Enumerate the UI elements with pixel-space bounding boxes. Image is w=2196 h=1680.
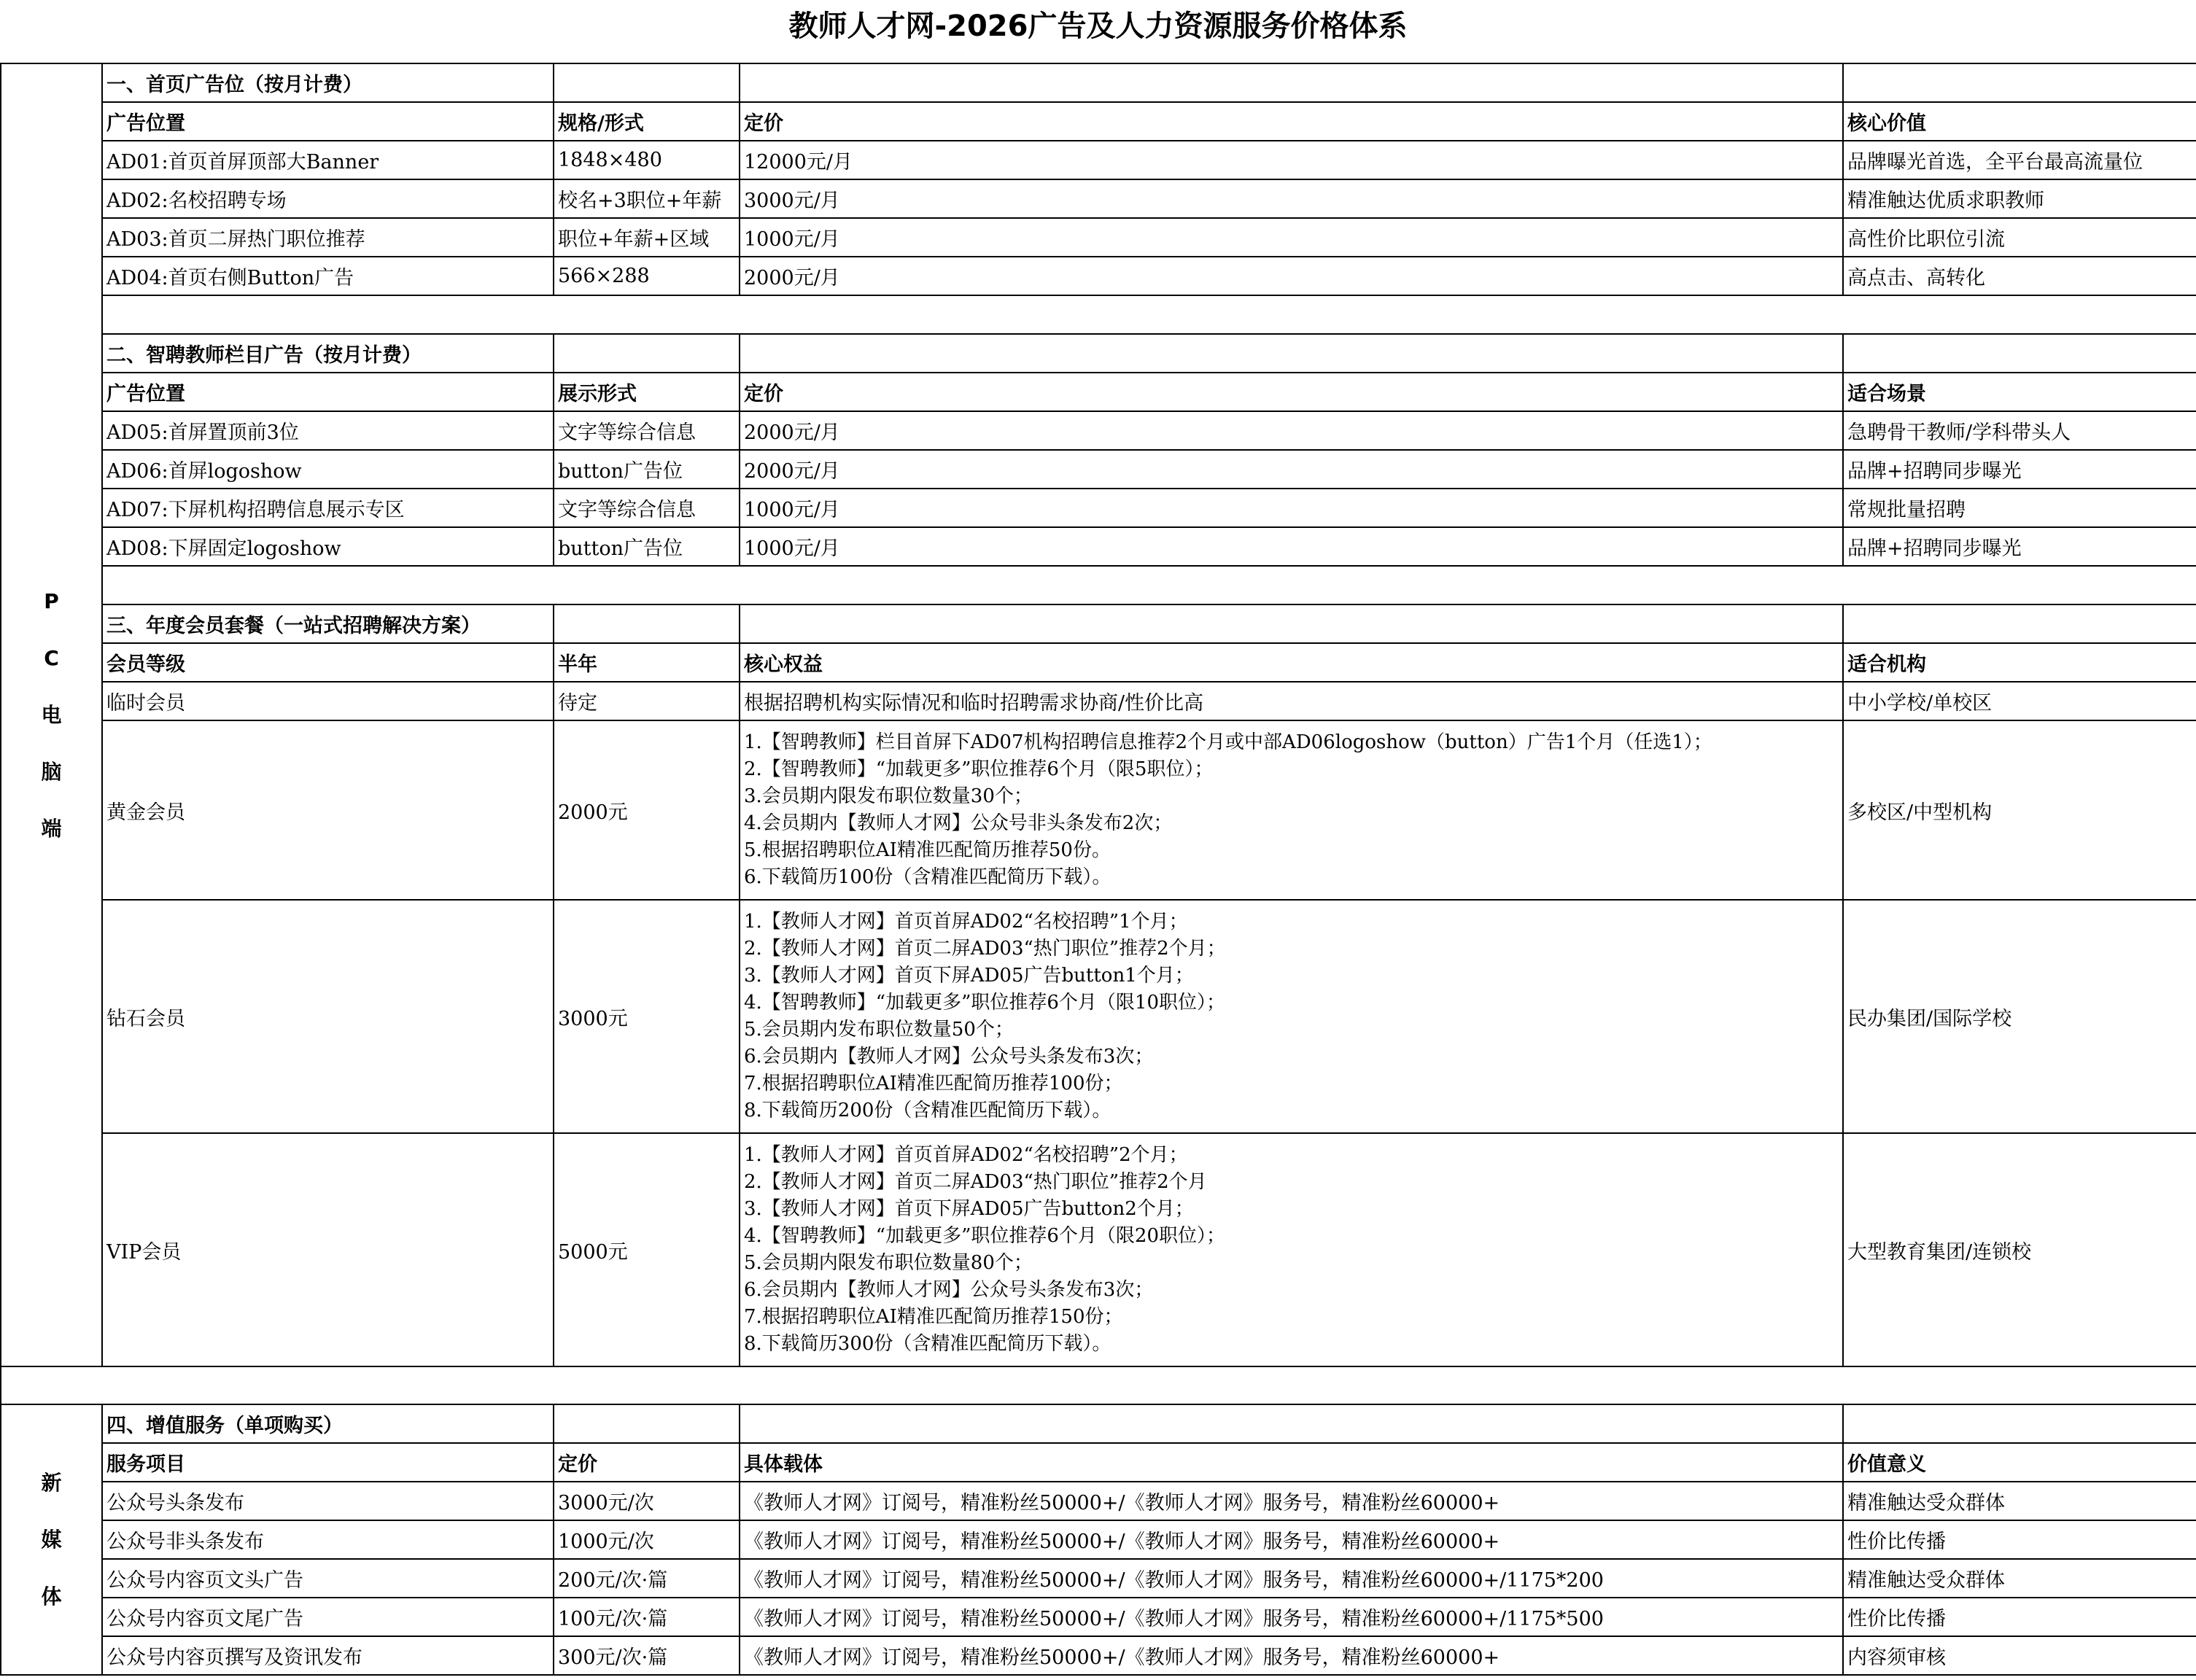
table-cell xyxy=(1843,334,2196,373)
table-row xyxy=(1,1598,2196,1636)
table-cell xyxy=(554,63,740,102)
header-row xyxy=(1,1443,2196,1482)
table-cell: 1000元/月 xyxy=(740,527,1843,566)
side-label-char: 媒 xyxy=(41,1527,62,1552)
table-cell: AD03:首页二屏热门职位推荐 xyxy=(102,218,554,257)
table-cell xyxy=(740,604,1843,643)
table-cell: 公众号非头条发布 xyxy=(102,1520,554,1559)
table-cell: 566×288 xyxy=(554,257,740,295)
table-cell: 性价比传播 xyxy=(1843,1520,2196,1559)
table-cell: 急聘骨干教师/学科带头人 xyxy=(1843,411,2196,450)
table-cell xyxy=(740,63,1843,102)
table-cell: 2000元 xyxy=(554,720,740,900)
table-cell: 性价比传播 xyxy=(1843,1598,2196,1636)
benefit-item: 1.【教师人才网】首页首屏AD02“名校招聘”2个月； xyxy=(744,1144,1188,1166)
table-row xyxy=(1,411,2196,450)
section-title: 三、年度会员套餐（一站式招聘解决方案） xyxy=(102,604,554,643)
table-cell: button广告位 xyxy=(554,450,740,489)
table-cell: AD05:首屏置顶前3位 xyxy=(102,411,554,450)
table-cell: 待定 xyxy=(554,682,740,720)
table-cell: 校名+3职位+年薪 xyxy=(554,179,740,218)
column-header: 具体载体 xyxy=(740,1443,1843,1482)
table-cell: AD02:名校招聘专场 xyxy=(102,179,554,218)
separator-row xyxy=(1,1366,2196,1404)
table-cell: 1000元/月 xyxy=(740,218,1843,257)
table-cell: 品牌曝光首选，全平台最高流量位 xyxy=(1843,141,2196,179)
benefit-item: 6.下载简历100份（含精准匹配简历下载）。 xyxy=(744,866,1111,888)
benefits-cell xyxy=(740,720,1843,900)
section-title-row xyxy=(1,1404,2196,1443)
table-cell: 钻石会员 xyxy=(102,900,554,1133)
column-header: 广告位置 xyxy=(102,102,554,141)
column-header: 定价 xyxy=(740,102,1843,141)
table-cell: 《教师人才网》订阅号，精准粉丝50000+/《教师人才网》服务号，精准粉丝60000+ xyxy=(740,1636,1843,1675)
table-cell: 民办集团/国际学校 xyxy=(1843,900,2196,1133)
table-cell: 2000元/月 xyxy=(740,411,1843,450)
table-cell: 公众号内容页文尾广告 xyxy=(102,1598,554,1636)
table-cell xyxy=(1843,1404,2196,1443)
side-label-media xyxy=(1,1404,102,1675)
benefit-item: 5.根据招聘职位AI精准匹配简历推荐50份。 xyxy=(744,839,1111,861)
benefit-item: 8.下载简历200份（含精准匹配简历下载）。 xyxy=(744,1100,1111,1121)
section-title: 二、智聘教师栏目广告（按月计费） xyxy=(102,334,554,373)
table-cell: 黄金会员 xyxy=(102,720,554,900)
table-cell: 文字等综合信息 xyxy=(554,489,740,527)
table-cell xyxy=(554,334,740,373)
table-cell: 2000元/月 xyxy=(740,450,1843,489)
side-label-char: 脑 xyxy=(41,759,62,784)
table-cell: 中小学校/单校区 xyxy=(1843,682,2196,720)
table-cell: 1000元/月 xyxy=(740,489,1843,527)
table-cell: 2000元/月 xyxy=(740,257,1843,295)
side-label-pc xyxy=(1,63,102,1366)
column-header: 定价 xyxy=(554,1443,740,1482)
side-label-char: 体 xyxy=(41,1584,62,1609)
table-cell: AD06:首屏logoshow xyxy=(102,450,554,489)
table-cell: 100元/次·篇 xyxy=(554,1598,740,1636)
table-cell: 大型教育集团/连锁校 xyxy=(1843,1133,2196,1366)
table-cell: button广告位 xyxy=(554,527,740,566)
column-header: 服务项目 xyxy=(102,1443,554,1482)
table-cell xyxy=(102,295,2196,334)
table-cell: 文字等综合信息 xyxy=(554,411,740,450)
section-title-row xyxy=(1,604,2196,643)
table-cell: 品牌+招聘同步曝光 xyxy=(1843,450,2196,489)
table-cell: 《教师人才网》订阅号，精准粉丝50000+/《教师人才网》服务号，精准粉丝60000+ xyxy=(740,1482,1843,1520)
table-cell: 职位+年薪+区域 xyxy=(554,218,740,257)
table-cell: 《教师人才网》订阅号，精准粉丝50000+/《教师人才网》服务号，精准粉丝60000+/1175*200 xyxy=(740,1559,1843,1598)
benefit-item: 7.根据招聘职位AI精准匹配简历推荐100份； xyxy=(744,1073,1123,1094)
side-label-char: 新 xyxy=(41,1470,62,1495)
column-header: 适合场景 xyxy=(1843,373,2196,411)
table-cell: 高点击、高转化 xyxy=(1843,257,2196,295)
header-row xyxy=(1,102,2196,141)
table-cell: 精准触达优质求职教师 xyxy=(1843,179,2196,218)
table-cell: 300元/次·篇 xyxy=(554,1636,740,1675)
column-header: 展示形式 xyxy=(554,373,740,411)
table-row xyxy=(1,218,2196,257)
table-cell: 精准触达受众群体 xyxy=(1843,1559,2196,1598)
section-title-row xyxy=(1,63,2196,102)
table-cell xyxy=(1843,63,2196,102)
table-cell: 3000元 xyxy=(554,900,740,1133)
benefit-item: 2.【教师人才网】首页二屏AD03“热门职位”推荐2个月 xyxy=(744,1171,1207,1193)
table-cell xyxy=(554,604,740,643)
table-cell xyxy=(1,1366,2196,1404)
side-label-char: P xyxy=(44,588,59,613)
member-row xyxy=(1,682,2196,720)
table-cell xyxy=(740,334,1843,373)
column-header: 核心权益 xyxy=(740,643,1843,682)
benefit-item: 5.会员期内限发布职位数量80个； xyxy=(744,1252,1033,1274)
table-cell: 根据招聘机构实际情况和临时招聘需求协商/性价比高 xyxy=(740,682,1843,720)
table-cell: 公众号内容页撰写及资讯发布 xyxy=(102,1636,554,1675)
table-cell: 12000元/月 xyxy=(740,141,1843,179)
table-cell: AD04:首页右侧Button广告 xyxy=(102,257,554,295)
column-header: 规格/形式 xyxy=(554,102,740,141)
table-cell: 1848×480 xyxy=(554,141,740,179)
section-title-row xyxy=(1,334,2196,373)
column-header: 价值意义 xyxy=(1843,1443,2196,1482)
benefit-item: 4.会员期内【教师人才网】公众号非头条发布2次； xyxy=(744,812,1173,834)
column-header: 会员等级 xyxy=(102,643,554,682)
member-row xyxy=(1,900,2196,1133)
table-row xyxy=(1,1559,2196,1598)
table-row xyxy=(1,1482,2196,1520)
benefit-item: 7.根据招聘职位AI精准匹配简历推荐150份； xyxy=(744,1306,1123,1328)
side-label-char: C xyxy=(44,645,59,670)
benefit-item: 3.会员期内限发布职位数量30个； xyxy=(744,785,1033,807)
table-cell xyxy=(1843,604,2196,643)
benefit-item: 5.会员期内发布职位数量50个； xyxy=(744,1019,1014,1041)
table-cell: AD07:下屏机构招聘信息展示专区 xyxy=(102,489,554,527)
table-cell: 《教师人才网》订阅号，精准粉丝50000+/《教师人才网》服务号，精准粉丝60000+ xyxy=(740,1520,1843,1559)
table-cell: 公众号头条发布 xyxy=(102,1482,554,1520)
section-title: 一、首页广告位（按月计费） xyxy=(102,63,554,102)
table-cell: 高性价比职位引流 xyxy=(1843,218,2196,257)
table-cell: 精准触达受众群体 xyxy=(1843,1482,2196,1520)
table-cell: 3000元/月 xyxy=(740,179,1843,218)
header-row xyxy=(1,643,2196,682)
benefit-item: 6.会员期内【教师人才网】公众号头条发布3次； xyxy=(744,1279,1154,1301)
benefit-item: 1.【智聘教师】栏目首屏下AD07机构招聘信息推荐2个月或中部AD06logoshow（button）广告1个月（任选1）； xyxy=(744,731,1712,753)
table-cell: 3000元/次 xyxy=(554,1482,740,1520)
benefits-cell xyxy=(740,900,1843,1133)
table-cell: 《教师人才网》订阅号，精准粉丝50000+/《教师人才网》服务号，精准粉丝60000+/1175*500 xyxy=(740,1598,1843,1636)
page-title: 教师人才网-2026广告及人力资源服务价格体系 xyxy=(788,9,1408,43)
column-header: 定价 xyxy=(740,373,1843,411)
price-table xyxy=(0,63,2196,1676)
table-cell: 5000元 xyxy=(554,1133,740,1366)
table-row xyxy=(1,1636,2196,1675)
benefit-item: 8.下载简历300份（含精准匹配简历下载）。 xyxy=(744,1333,1111,1355)
blank-row xyxy=(1,295,2196,334)
benefit-item: 2.【智聘教师】“加载更多”职位推荐6个月（限5职位）； xyxy=(744,758,1214,780)
member-row xyxy=(1,720,2196,900)
table-row xyxy=(1,141,2196,179)
table-cell: AD01:首页首屏顶部大Banner xyxy=(102,141,554,179)
column-header: 半年 xyxy=(554,643,740,682)
table-cell: 内容须审核 xyxy=(1843,1636,2196,1675)
table-row xyxy=(1,489,2196,527)
benefit-item: 1.【教师人才网】首页首屏AD02“名校招聘”1个月； xyxy=(744,911,1188,933)
table-row xyxy=(1,179,2196,218)
table-row xyxy=(1,257,2196,295)
benefits-cell xyxy=(740,1133,1843,1366)
column-header: 适合机构 xyxy=(1843,643,2196,682)
table-cell: 常规批量招聘 xyxy=(1843,489,2196,527)
table-cell: VIP会员 xyxy=(102,1133,554,1366)
table-row xyxy=(1,450,2196,489)
table-cell xyxy=(740,1404,1843,1443)
side-label-char: 电 xyxy=(41,702,62,727)
benefit-item: 3.【教师人才网】首页下屏AD05广告button1个月； xyxy=(744,965,1194,987)
benefit-item: 3.【教师人才网】首页下屏AD05广告button2个月； xyxy=(744,1198,1194,1220)
benefit-item: 4.【智聘教师】“加载更多”职位推荐6个月（限20职位）； xyxy=(744,1225,1226,1247)
side-label-char: 端 xyxy=(41,816,62,841)
column-header: 广告位置 xyxy=(102,373,554,411)
table-cell: 公众号内容页文头广告 xyxy=(102,1559,554,1598)
table-cell: 品牌+招聘同步曝光 xyxy=(1843,527,2196,566)
table-cell: 多校区/中型机构 xyxy=(1843,720,2196,900)
table-cell: 1000元/次 xyxy=(554,1520,740,1559)
section-title: 四、增值服务（单项购买） xyxy=(102,1404,554,1443)
table-cell: 200元/次·篇 xyxy=(554,1559,740,1598)
benefit-item: 4.【智聘教师】“加载更多”职位推荐6个月（限10职位）； xyxy=(744,992,1226,1014)
table-cell: AD08:下屏固定logoshow xyxy=(102,527,554,566)
benefit-item: 2.【教师人才网】首页二屏AD03“热门职位”推荐2个月； xyxy=(744,938,1226,960)
table-row xyxy=(1,1520,2196,1559)
table-cell: 临时会员 xyxy=(102,682,554,720)
member-row xyxy=(1,1133,2196,1366)
column-header: 核心价值 xyxy=(1843,102,2196,141)
header-row xyxy=(1,373,2196,411)
table-row xyxy=(1,527,2196,566)
blank-row xyxy=(1,566,2196,604)
benefit-item: 6.会员期内【教师人才网】公众号头条发布3次； xyxy=(744,1046,1154,1068)
table-cell xyxy=(102,566,2196,604)
table-cell xyxy=(554,1404,740,1443)
